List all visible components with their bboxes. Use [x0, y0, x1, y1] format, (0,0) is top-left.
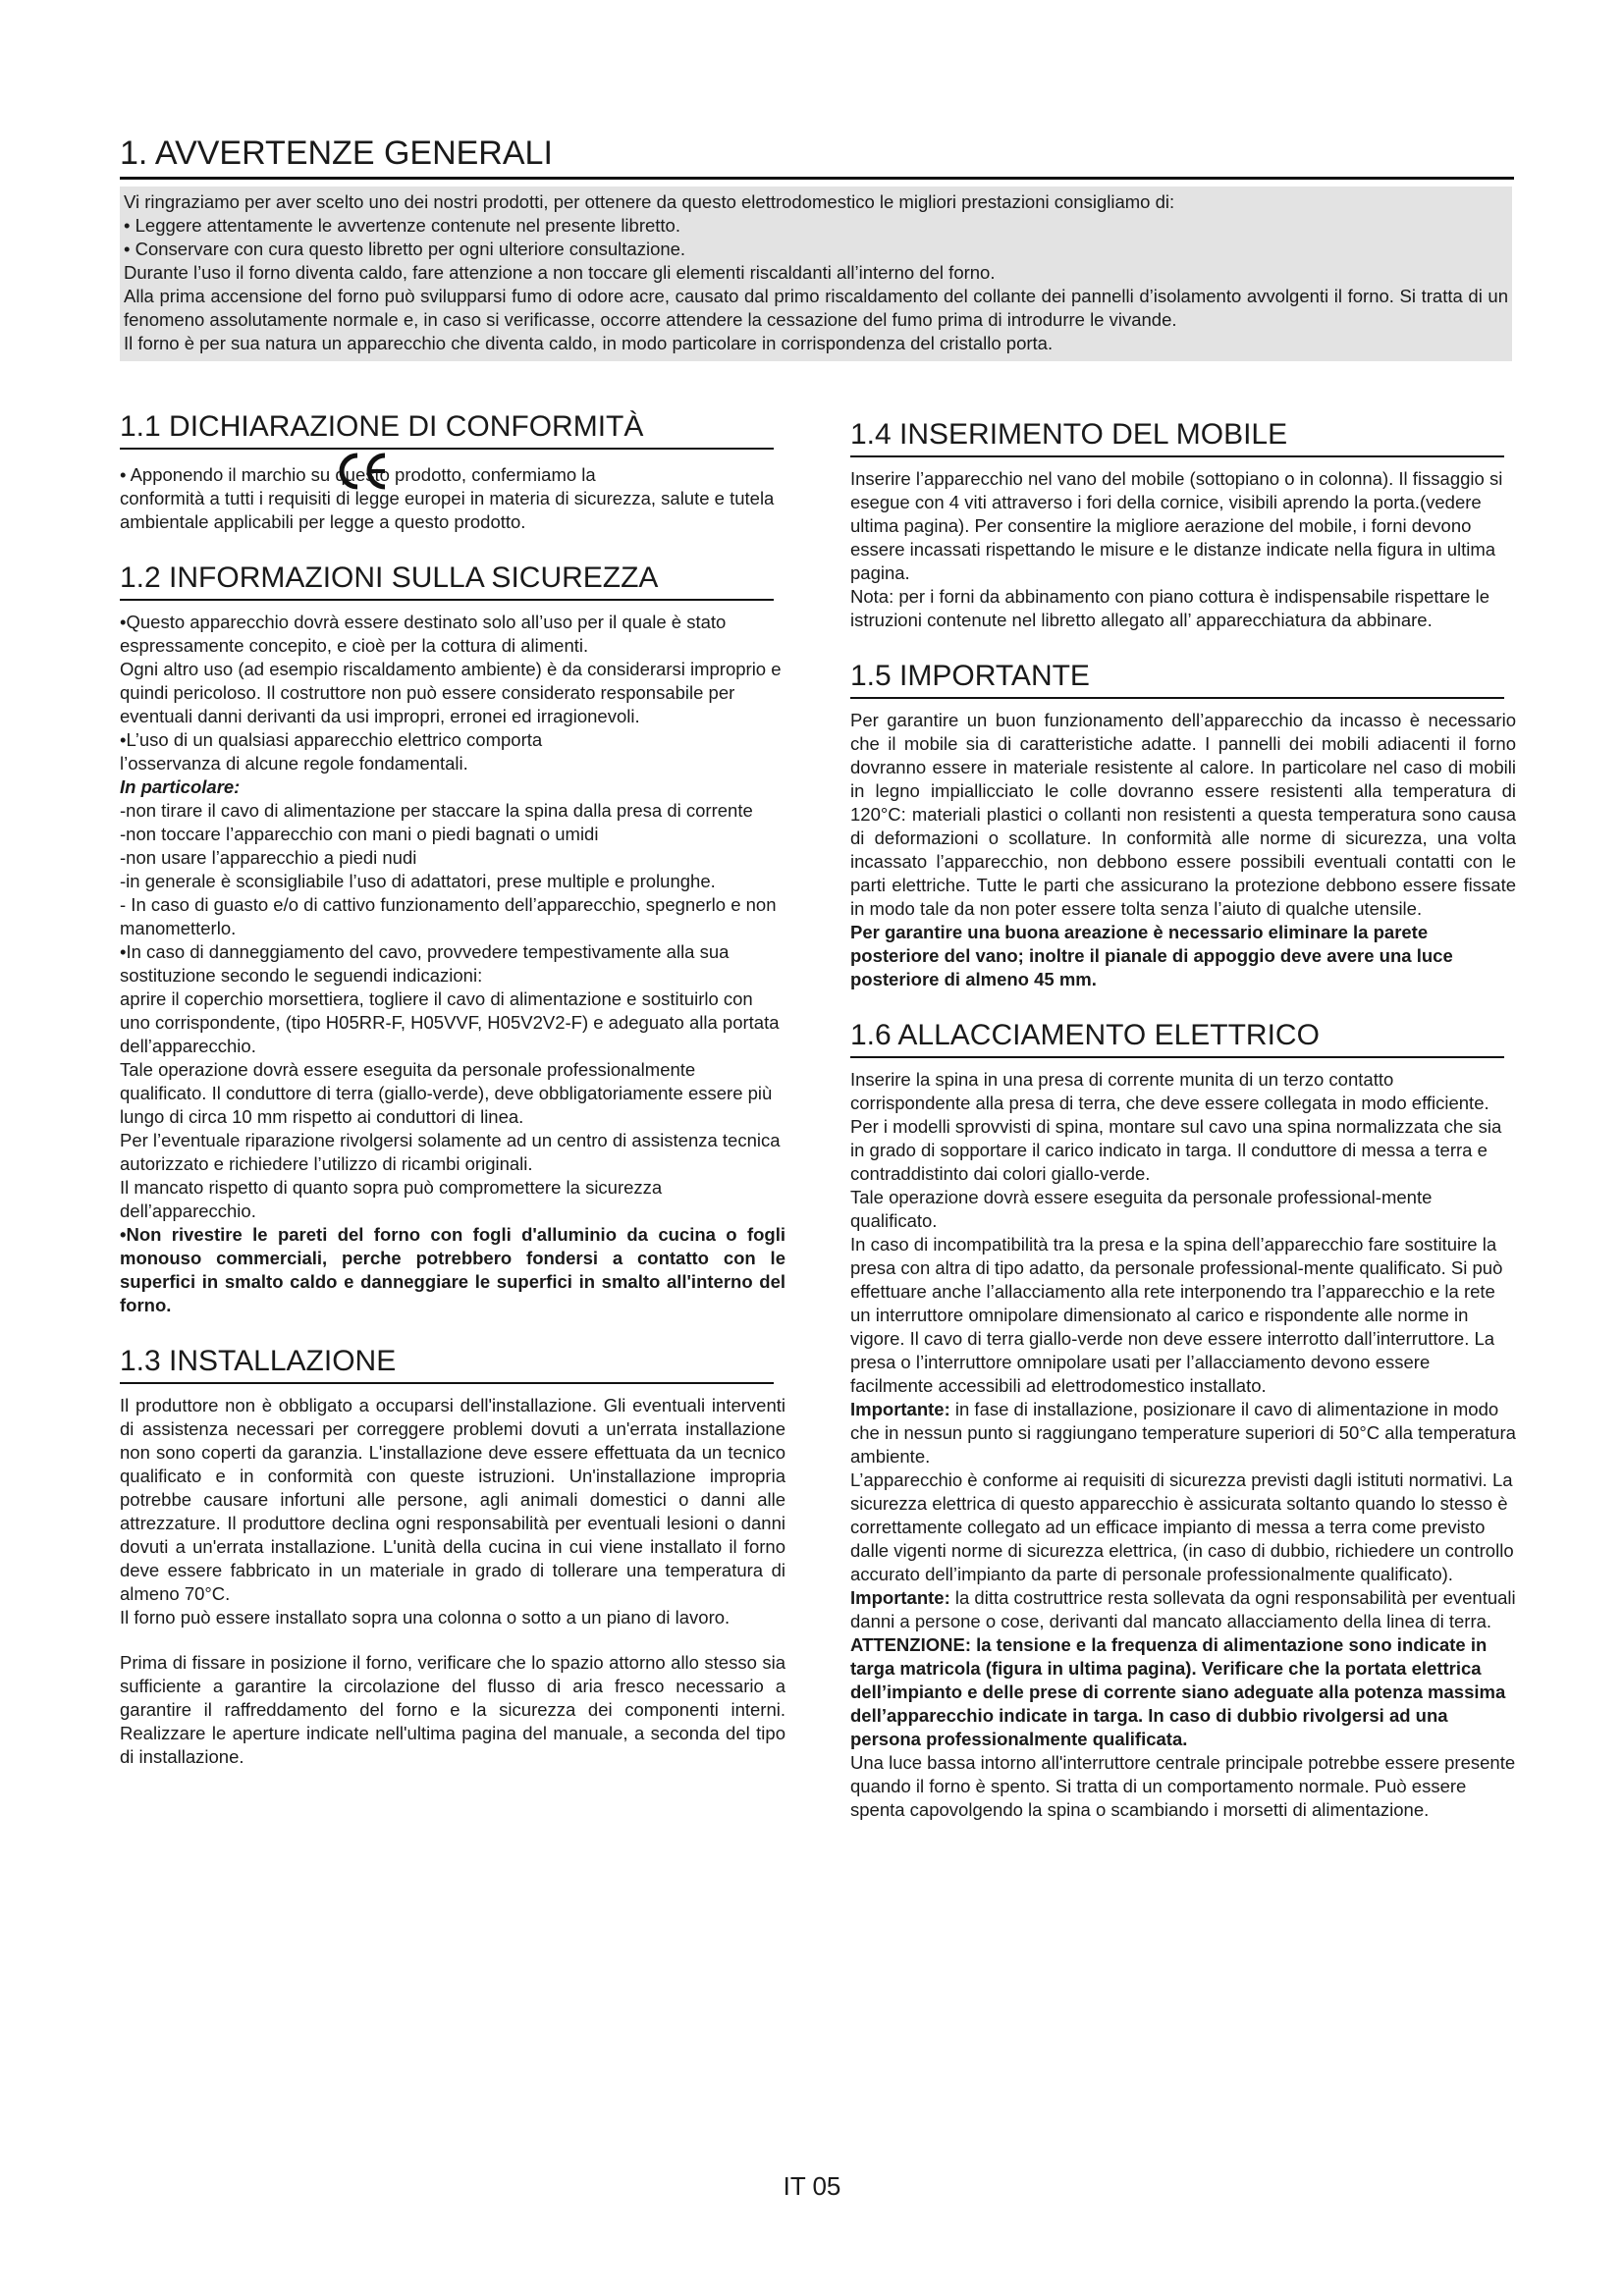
paragraph: -non tirare il cavo di alimentazione per staccare la spina dalla presa di corrente [120, 800, 753, 821]
paragraph: Una luce bassa intorno all'interruttore centrale principale potrebbe essere presente quando il forno è spento. Si tratta di un comportamento normale. Può essere spenta capovolgendo la spina o scambiando i morsetti di alimentazione. [850, 1752, 1516, 1820]
paragraph: Inserire la spina in una presa di corrente munita di un terzo contatto corrispondente alla presa di terra, che deve essere collegata in modo efficiente. [850, 1069, 1489, 1113]
ce-statement-part-2: conformità a tutti i requisiti di legge europei in materia di sicurezza, salute e tutela ambientale applicabili per legge a questo prodotto. [120, 488, 775, 532]
label-important: Importante: [850, 1399, 950, 1419]
paragraph: aprire il coperchio morsettiera, togliere il cavo di alimentazione e sostituirlo con uno corrispondente, (tipo H05RR-F, H05VVF, H05V2V2-F) e adeguato alla portata dell’apparecchio. [120, 988, 780, 1056]
paragraph: Nota: per i forni da abbinamento con piano cottura è indispensabile rispettare le istruzioni contenute nel libretto allegato all’ apparecchiatura da abbinare. [850, 586, 1489, 630]
paragraph: Per i modelli sprovvisti di spina, montare sul cavo una spina normalizzata che sia in grado di sopportare il carico indicato in targa. Il conduttore di messa a terra e contraddistinto dai colori giallo-verde. [850, 1116, 1502, 1184]
section-title: 1.4 INSERIMENTO DEL MOBILE [850, 416, 1504, 457]
section-1-4 [850, 416, 1516, 632]
paragraph: Prima di fissare in posizione il forno, verificare che lo spazio attorno allo stesso sia sufficiente a garantire la circolazione del flusso di aria fresco necessario a garantire il raffreddamento del forno e la sicurezza dei componenti interni. Realizzare le aperture indicate nell'ultima pagina del manuale, a seconda del tipo di installazione. [120, 1652, 785, 1767]
intro-line: Vi ringraziamo per aver scelto uno dei nostri prodotti, per ottenere da questo elettrodomestico le migliori prestazioni consigliamo di: [124, 191, 1175, 212]
paragraph: Per garantire un buon funzionamento dell’apparecchio da incasso è necessario che il mobile sia di caratteristiche adatte. I pannelli dei mobili adiacenti il forno dovranno essere in materiale resistente al calore. In particolare nel caso di mobili in legno impiallicciato le colle dovranno essere resistenti alla temperatura di 120°C: materiali plastici o collanti non resistenti a questa temperatura sono causa di deformazioni o scollature. In conformità alle norme di sicurezza, una volta incassato l’apparecchio, non debbono essere possibili eventuali contatti con le parti elettriche. Tutte le parti che assicurano la protezione debbono essere fissate in modo tale da non poter essere tolta senza l’aiuto di qualche utensile. [850, 710, 1516, 919]
section-1-1 [120, 408, 785, 534]
paragraph: •In caso di danneggiamento del cavo, provvedere tempestivamente alla sua sostituzione secondo le seguendi indicazioni: [120, 941, 730, 986]
paragraph: Il mancato rispetto di quanto sopra può compromettere la sicurezza dell’apparecchio. [120, 1177, 663, 1221]
section-title: 1.3 INSTALLAZIONE [120, 1343, 774, 1384]
right-column [850, 416, 1516, 1847]
paragraph: L’apparecchio è conforme ai requisiti di sicurezza previsti dagli istituti normativi. La sicurezza elettrica di questo apparecchio è assicurata soltanto quando lo stesso è correttamente collegato ad un efficace impianto di messa a terra come previsto dalle vigenti norme di sicurezza elettrica, (in caso di dubbio, richiedere un controllo accurato dell’impianto da parte di personale professionalmente qualificato). [850, 1469, 1514, 1584]
paragraph [850, 1586, 1516, 1633]
section-1-5 [850, 658, 1516, 991]
paragraph: •L’uso di un qualsiasi apparecchio elettrico comporta [120, 729, 543, 750]
section-1-6 [850, 1017, 1516, 1822]
section-1-2 [120, 560, 785, 1317]
paragraph: Tale operazione dovrà essere eseguita da personale professional-mente qualificato. [850, 1187, 1433, 1231]
section-title: 1.1 DICHIARAZIONE DI CONFORMITÀ [120, 408, 774, 450]
subheading: In particolare: [120, 776, 241, 797]
intro-box [120, 187, 1512, 361]
paragraph-text: la ditta costruttrice resta sollevata da ogni responsabilità per eventuali danni a persone o cose, derivanti dal mancato allacciamento della linea di terra. [850, 1587, 1516, 1631]
paragraph: Ogni altro uso (ad esempio riscaldamento ambiente) è da considerarsi improprio e quindi pericoloso. Il costruttore non può essere considerato responsabile per eventuali danni derivanti da usi impropri, erronei ed irragionevoli. [120, 659, 782, 726]
label-important: Importante: [850, 1587, 950, 1608]
paragraph: -non toccare l’apparecchio con mani o piedi bagnati o umidi [120, 824, 599, 844]
paragraph: Per l’eventuale riparazione rivolgersi solamente ad un centro di assistenza tecnica autorizzato e richiedere l’utilizzo di ricambi originali. [120, 1130, 781, 1174]
ce-logo-icon [336, 452, 391, 491]
ce-mark-logo [336, 452, 391, 497]
section-title: 1.2 INFORMAZIONI SULLA SICUREZZA [120, 560, 774, 601]
warning-paragraph: •Non rivestire le pareti del forno con fogli d'alluminio da cucina o fogli monouso commerciali, perche potrebbero fondersi a contatto con le superfici in smalto caldo e danneggiare le superfici in smalto all'interno del forno. [120, 1224, 785, 1315]
left-column [120, 408, 785, 1794]
attention-paragraph: ATTENZIONE: la tensione e la frequenza di alimentazione sono indicate in targa matricola (figura in ultima pagina). Verificare che la portata elettrica dell’impianto e delle prese di corrente siano adeguate alla potenza massima dell’apparecchio indicate in targa. In caso di dubbio rivolgersi ad una persona professionalmente qualificata. [850, 1634, 1506, 1749]
paragraph: Il forno può essere installato sopra una colonna o sotto a un piano di lavoro. [120, 1607, 731, 1628]
paragraph-text: in fase di installazione, posizionare il cavo di alimentazione in modo che in nessun punto si raggiungano temperature superiori di 50°C alla temperatura ambiente. [850, 1399, 1516, 1467]
intro-line: Durante l’uso il forno diventa caldo, fare attenzione a non toccare gli elementi riscaldanti all’interno del forno. [124, 262, 996, 283]
paragraph: -in generale è sconsigliabile l’uso di adattatori, prese multiple e prolunghe. [120, 871, 716, 891]
intro-line: Alla prima accensione del forno può svilupparsi fumo di odore acre, causato dal primo riscaldamento del collante dei pannelli d’isolamento avvolgenti il forno. Si tratta di un fenomeno assolutamente normale e, in caso si verificasse, occorre attendere la cessazione del fumo prima di introdurre le vivande. [124, 286, 1508, 330]
intro-line: Il forno è per sua natura un apparecchio che diventa caldo, in modo particolare in corrispondenza del cristallo porta. [124, 333, 1054, 353]
ce-logo-text: CE [336, 452, 338, 453]
paragraph: - In caso di guasto e/o di cattivo funzionamento dell’apparecchio, spegnerlo e non manometterlo. [120, 894, 777, 938]
section-title: 1.6 ALLACCIAMENTO ELETTRICO [850, 1017, 1504, 1058]
page-title: 1. AVVERTENZE GENERALI [120, 132, 1514, 180]
paragraph: Inserire l’apparecchio nel vano del mobile (sottopiano o in colonna). Il fissaggio si esegue con 4 viti attraverso i fori della cornice, visibili aprendo la porta.(vedere ultima pagina). Per consentire la migliore aerazione del mobile, i forni devono essere incassati rispettando le misure e le distanze indicate nella figura in ultima pagina. [850, 468, 1503, 583]
paragraph [850, 1398, 1516, 1468]
intro-line: • Leggere attentamente le avvertenze contenute nel presente libretto. [124, 215, 680, 236]
paragraph: •Questo apparecchio dovrà essere destinato solo all’uso per il quale è stato espressamente concepito, e cioè per la cottura di alimenti. [120, 612, 727, 656]
paragraph: In caso di incompatibilità tra la presa e la spina dell’apparecchio fare sostituire la presa con altra di tipo adatto, da personale professional-mente qualificato. Si può effettuare anche l’allacciamento alla rete interponendo tra l’apparecchio e la rete un interruttore omnipolare dimensionato al carico e rispondente alle norme in vigore. Il cavo di terra giallo-verde non deve essere interrotto dall’interruttore. La presa o l’interruttore omnipolare usati per l’allacciamento devono essere facilmente accessibili ad elettrodomestico installato. [850, 1234, 1503, 1396]
paragraph: Tale operazione dovrà essere eseguita da personale professionalmente qualificato. Il conduttore di terra (giallo-verde), deve obbligatoriamente essere più lungo di circa 10 mm rispetto ai conduttori di linea. [120, 1059, 773, 1127]
paragraph: -non usare l’apparecchio a piedi nudi [120, 847, 417, 868]
page-number: IT 05 [783, 2171, 841, 2201]
paragraph: l’osservanza di alcune regole fondamentali. [120, 753, 468, 774]
warning-paragraph: Per garantire una buona areazione è necessario eliminare la parete posteriore del vano; inoltre il pianale di appoggio deve avere una luce posteriore di almeno 45 mm. [850, 922, 1453, 989]
section-1-3 [120, 1343, 785, 1769]
section-title: 1.5 IMPORTANTE [850, 658, 1504, 699]
ce-statement-part-1: • Apponendo il marchio su questo prodotto, confermiamo la [120, 464, 596, 485]
paragraph: Il produttore non è obbligato a occuparsi dell'installazione. Gli eventuali interventi di assistenza necessari per correggere problemi dovuti a un'errata installazione non sono coperti da garanzia. L'installazione deve essere effettuata da un tecnico qualificato e in conformità con queste istruzioni. Un'installazione impropria potrebbe causare infortuni alle persone, agli animali domestici o danni alle attrezzature. Il produttore declina ogni responsabilità per eventuali lesioni o danni dovuti a un'errata installazione. L'unità della cucina in cui viene installato il forno deve essere fabbricato in un materiale in grado di tollerare una temperatura di almeno 70°C. [120, 1395, 785, 1604]
intro-line: • Conservare con cura questo libretto per ogni ulteriore consultazione. [124, 239, 686, 259]
ce-statement [120, 463, 785, 487]
